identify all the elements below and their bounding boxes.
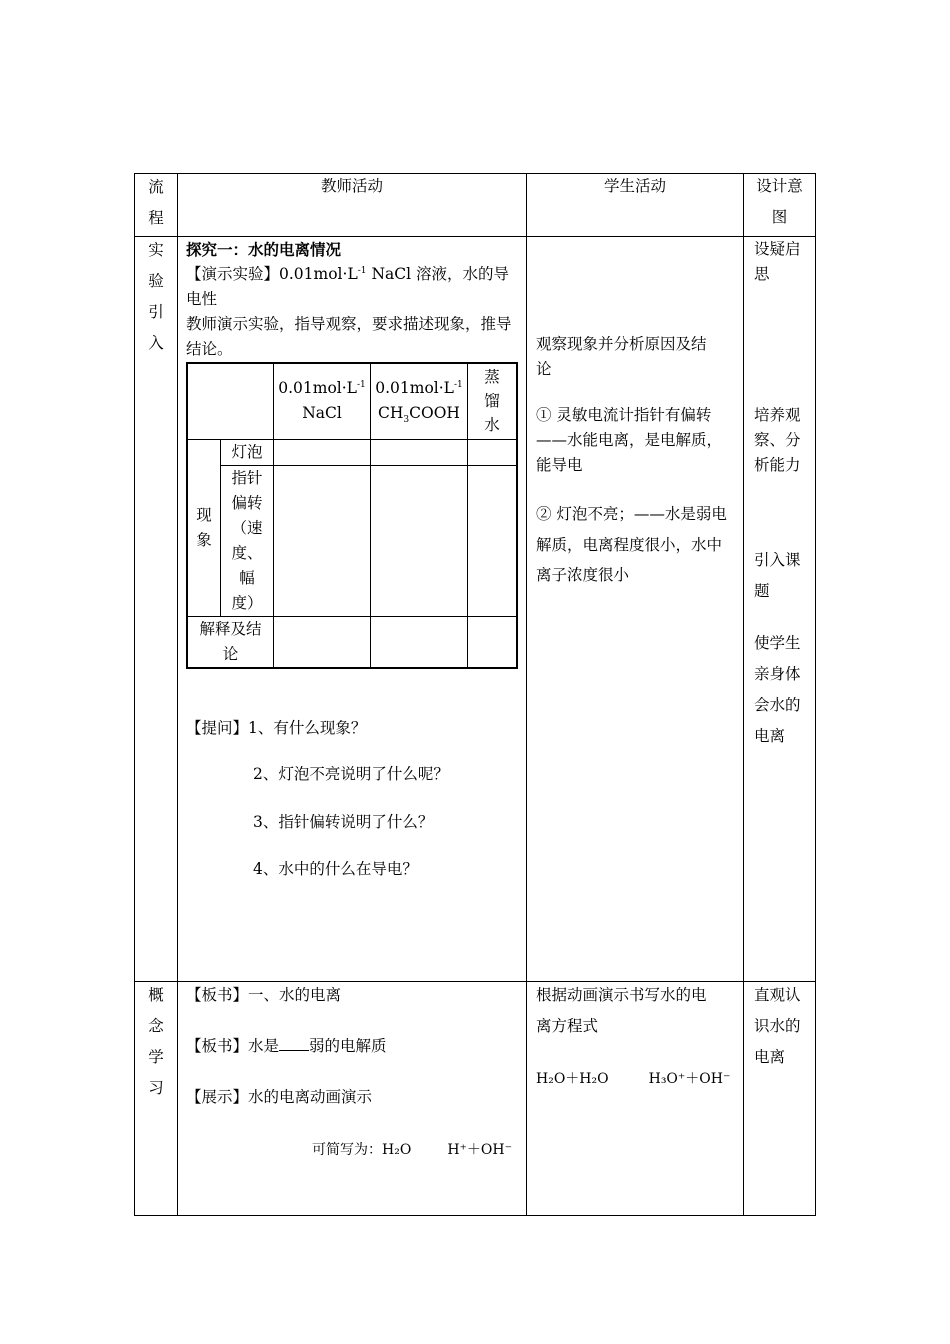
design-d-line4: 电离 [754, 727, 786, 745]
board-line3: 【展示】水的电离动画演示 [186, 1088, 373, 1106]
design-row2-line3: 电离 [754, 1048, 786, 1066]
table-col-divider-1 [177, 173, 178, 1216]
question-2: 2、灯泡不亮说明了什么呢？ [253, 765, 449, 783]
cell-needle-water [468, 465, 518, 616]
design-a-line1: 设疑启 [754, 240, 801, 258]
question-4: 4、水中的什么在导电？ [253, 860, 418, 878]
inner-row-needle: 指针 偏转 （速 度、 幅 度） [221, 465, 274, 616]
student-row2-line1: 根据动画演示书写水的电 [536, 986, 707, 1004]
demo-concentration: 0.01mol·L [279, 265, 358, 283]
student-point2-line1: ② 灯泡不亮；——水是弱电 [536, 505, 727, 523]
student-point1-line1: ① 灵敏电流计指针有偏转 [536, 406, 712, 424]
cell-bulb-nacl [274, 439, 371, 465]
table-col-divider-2 [526, 173, 527, 1216]
student-observe-line1: 观察现象并分析原因及结 [536, 335, 707, 353]
design-c-line2: 题 [754, 582, 770, 600]
inner-row-bulb: 灯泡 [221, 439, 274, 465]
design-b-line2: 察、分 [754, 431, 801, 449]
inner-col-water: 蒸馏水 [468, 363, 518, 439]
board-line1: 【板书】一、水的电离 [186, 986, 342, 1004]
table-border-left [134, 173, 135, 1216]
design-row2-line1: 直观认 [754, 986, 801, 1004]
eq-right: H₃O⁺＋OH⁻ [648, 1071, 731, 1087]
inner-group-phenomenon: 现象 [187, 439, 221, 616]
student-point2-line3: 离子浓度很小 [536, 566, 630, 584]
demo-instruction: 教师演示实验，指导观察，要求描述现象，推导结论。 [186, 315, 512, 358]
header-teacher: 教师活动 [320, 177, 383, 195]
board-line2: 【板书】水是 弱的电解质 [186, 1037, 387, 1055]
design-d-line1: 使学生 [754, 634, 801, 652]
student-point1-line2: ——水能电离，是电解质， [536, 431, 723, 449]
demo-experiment [186, 262, 522, 312]
simplified-equation: 可简写为：H₂O H⁺＋OH⁻ [312, 1142, 512, 1158]
design-c-line1: 引入课 [754, 551, 801, 569]
design-d-line2: 亲身体 [754, 665, 801, 683]
inner-col-nacl: $0.01mol\cdot L^{-1}$ NaCl [274, 363, 371, 439]
student-point2-line2: 解质，电离程度很小，水中 [536, 536, 723, 554]
inner-row-conclusion: 解释及结 论 [187, 616, 274, 668]
header-design-line2: 图 [771, 208, 788, 226]
demo-sup: -1 [357, 265, 367, 276]
cell-conclusion-nacl [274, 616, 371, 668]
experiment-table [186, 362, 518, 669]
inner-col-ch3cooh: $0.01mol\cdot L^{-1}$ $CH_3COOH$ [371, 363, 468, 439]
cell-needle-ch3cooh [371, 465, 468, 616]
demo-tag: 【演示实验】 [186, 265, 280, 283]
header-student: 学生活动 [603, 177, 666, 195]
blank-underline [279, 1036, 309, 1051]
row1-flow-label: 实 验 引 入 [148, 241, 164, 352]
eq-simple-left: H₂O [382, 1142, 412, 1158]
student-point1-line3: 能导电 [536, 456, 583, 474]
cell-conclusion-ch3cooh [371, 616, 468, 668]
explore-title: 探究一：水的电离情况 [186, 240, 342, 259]
question-3: 3、指针偏转说明了什么？ [253, 813, 434, 831]
question-1: 【提问】1、有什么现象？ [186, 719, 367, 737]
inner-corner-cell [187, 363, 274, 439]
row2-flow-label: 概 念 学 习 [148, 986, 164, 1097]
cell-bulb-water [468, 439, 518, 465]
student-observe-line2: 论 [536, 360, 552, 378]
design-row2-line2: 识水的 [754, 1017, 801, 1035]
design-b-line3: 析能力 [754, 456, 801, 474]
design-a-line2: 思 [754, 265, 770, 283]
table-row-divider [134, 981, 816, 982]
cell-conclusion-water [468, 616, 518, 668]
eq-left: H₂O＋H₂O [536, 1071, 609, 1087]
design-d-line3: 会水的 [754, 696, 801, 714]
cell-bulb-ch3cooh [371, 439, 468, 465]
table-border-right [815, 173, 816, 1216]
header-design-line1: 设计意 [756, 177, 803, 195]
demo-post: NaCl 溶液，水的导电性 [186, 265, 509, 308]
cell-needle-nacl [274, 465, 371, 616]
design-b-line1: 培养观 [754, 406, 801, 424]
header-flow: 流 程 [148, 178, 164, 227]
student-row2-line2: 离方程式 [536, 1017, 599, 1035]
eq-simple-right: H⁺＋OH⁻ [447, 1142, 512, 1158]
table-col-divider-3 [743, 173, 744, 1216]
student-equation [536, 1067, 730, 1092]
table-border-bottom [134, 1215, 816, 1216]
